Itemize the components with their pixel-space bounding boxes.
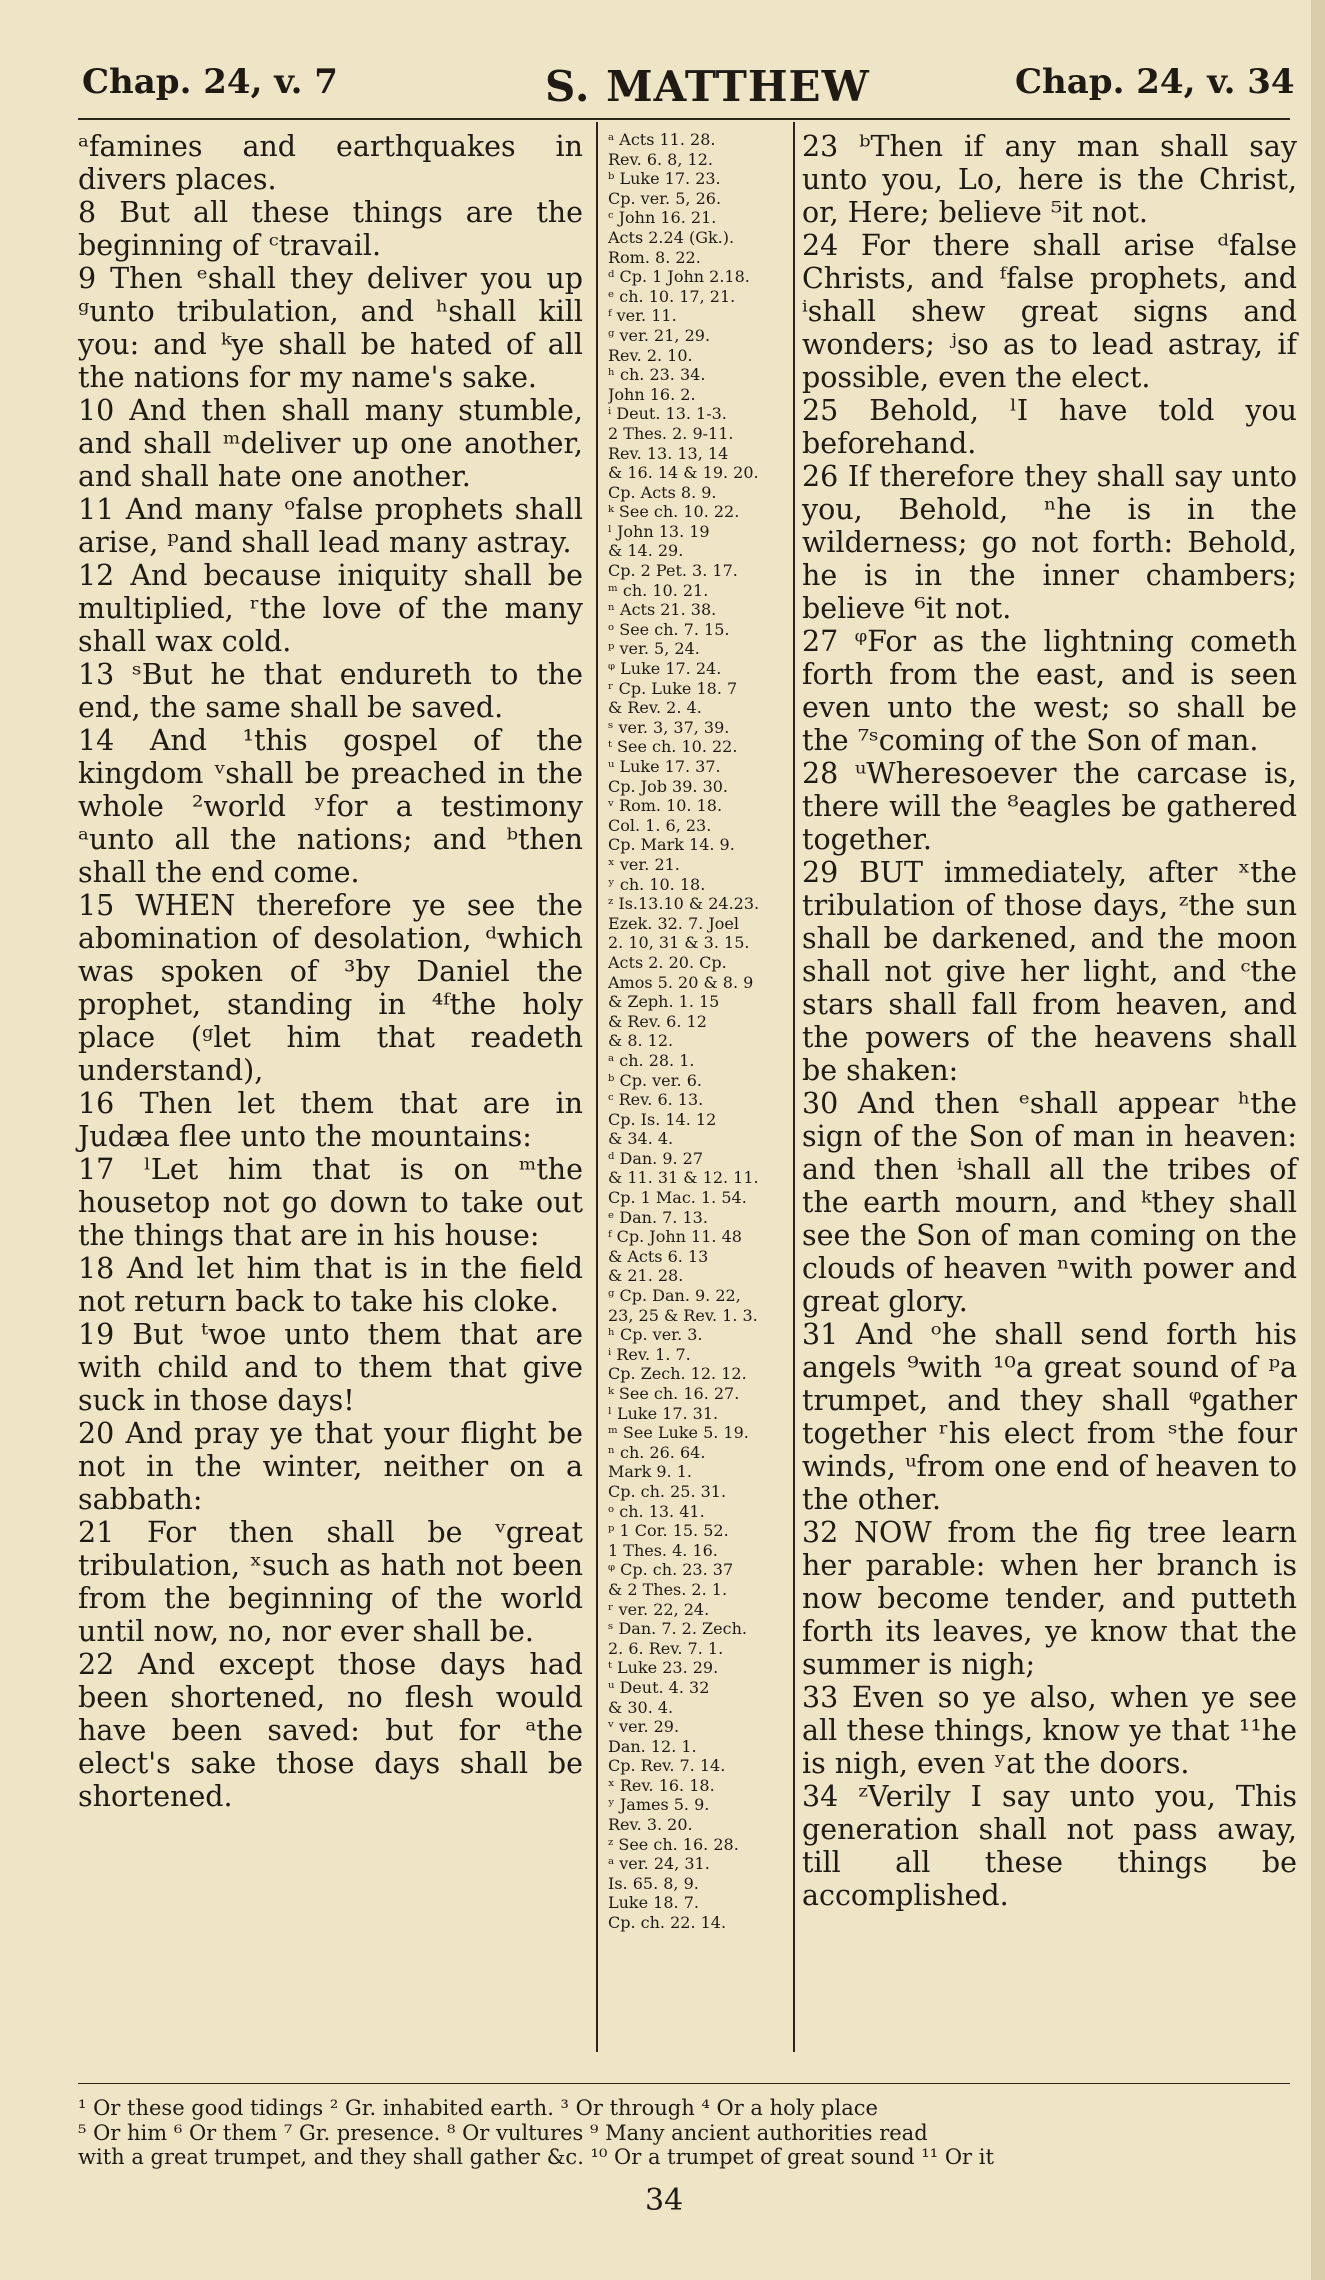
verse: 26 If therefore they shall say unto you, Behold, ⁿhe is in the wilderness; go not forth: Behold, he is in the inner chambers; believe ⁶it not.	[802, 460, 1297, 625]
cross-reference: & Rev. 6. 12	[608, 1011, 707, 1031]
cross-reference: 23, 25 & Rev. 1. 3.	[608, 1305, 758, 1325]
cross-reference: Cp. Zech. 12. 12.	[608, 1364, 747, 1384]
cross-reference: Rev. 3. 20.	[608, 1815, 693, 1835]
cross-reference: ᵠ Cp. ch. 23. 37	[608, 1560, 734, 1580]
cross-reference: & 2 Thes. 2. 1.	[608, 1579, 728, 1599]
cross-reference: ˣ Rev. 16. 18.	[608, 1775, 715, 1795]
cross-reference: John 16. 2.	[608, 384, 696, 404]
cross-reference: ʰ ch. 23. 34.	[608, 365, 706, 385]
cross-reference: & 11. 31 & 12. 11.	[608, 1168, 759, 1188]
cross-reference: ⁿ ch. 26. 64.	[608, 1442, 706, 1462]
cross-reference: & 30. 4.	[608, 1697, 674, 1717]
cross-reference: ᵉ Dan. 7. 13.	[608, 1207, 708, 1227]
cross-reference: ᶻ Is.13.10 & 24.23.	[608, 894, 760, 914]
cross-reference: Rom. 8. 22.	[608, 247, 701, 267]
cross-reference: ᵛ Rom. 10. 18.	[608, 796, 723, 816]
cross-reference: ᵐ ch. 10. 21.	[608, 580, 709, 600]
cross-reference: ᵗ See ch. 10. 22.	[608, 737, 738, 757]
cross-reference: ˣ ver. 21.	[608, 854, 680, 874]
cross-reference: ᵠ Luke 17. 24.	[608, 659, 722, 679]
cross-reference: ᵏ See ch. 16. 27.	[608, 1384, 740, 1403]
cross-reference: ᵏ See ch. 10. 22.	[608, 502, 740, 522]
header-rule	[78, 118, 1290, 120]
cross-reference: & 21. 28.	[608, 1266, 684, 1286]
cross-reference: Cp. Is. 14. 12	[608, 1109, 717, 1129]
verse: 25 Behold, ˡI have told you beforehand.	[802, 394, 1297, 460]
cross-reference: Ezek. 32. 7. Joel	[608, 913, 739, 933]
verse: 33 Even so ye also, when ye see all these things, know ye that ¹¹he is nigh, even ʸat the doors.	[802, 1681, 1297, 1780]
cross-reference: 1 Thes. 4. 16.	[608, 1540, 718, 1560]
cross-reference: ⁱ Deut. 13. 1-3.	[608, 404, 727, 424]
cross-reference: Mark 9. 1.	[608, 1462, 692, 1482]
verse: 30 And then ᵉshall appear ʰthe sign of the Son of man in heaven: and then ⁱshall all the tribes of the earth mourn, and ᵏthey shall see the Son of man coming on the clouds of heaven ⁿwith power and great glory.	[802, 1087, 1297, 1318]
cross-reference: Cp. Acts 8. 9.	[608, 482, 717, 502]
cross-reference: 2 Thes. 2. 9-11.	[608, 423, 734, 443]
cross-reference: ᶻ See ch. 16. 28.	[608, 1834, 739, 1854]
cross-reference: ᵃ ver. 24, 31.	[608, 1854, 710, 1874]
verse: ᵃfamines and earthquakes in divers places.	[78, 130, 583, 196]
verse: 19 But ᵗwoe unto them that are with child and to them that give suck in those days!	[78, 1318, 583, 1417]
cross-reference: ᵖ 1 Cor. 15. 52.	[608, 1521, 729, 1541]
page-title: S. MATTHEW	[545, 62, 870, 111]
cross-reference: Cp. ch. 22. 14.	[608, 1913, 727, 1933]
cross-reference: Cp. 2 Pet. 3. 17.	[608, 561, 738, 581]
cross-reference: 2. 6. Rev. 7. 1.	[608, 1638, 724, 1658]
column-divider-right	[793, 122, 795, 2052]
verse: 14 And ¹this gospel of the kingdom ᵛshall be preached in the whole ²world ʸfor a testimony ᵃunto all the nations; and ᵇthen shall the end come.	[78, 724, 583, 889]
cross-reference: ᵐ See Luke 5. 19.	[608, 1423, 749, 1443]
verse: 15 WHEN therefore ye see the abomination of desolation, ᵈwhich was spoken of ³by Daniel the prophet, standing in ⁴ᶠthe holy place (ᵍlet him that readeth understand),	[78, 889, 583, 1087]
verse: 27 ᵠFor as the lightning cometh forth from the east, and is seen even unto the west; so shall be the ⁷ˢcoming of the Son of man.	[802, 625, 1297, 757]
cross-reference: Cp. Rev. 7. 14.	[608, 1756, 726, 1776]
footnote: with a great trumpet, and they shall gather &c. ¹⁰ Or a trumpet of great sound ¹¹ Or it	[78, 2145, 994, 2169]
cross-reference: 2. 10, 31 & 3. 15.	[608, 933, 750, 953]
footnote-rule	[78, 2083, 1290, 2084]
verse: 20 And pray ye that your flight be not in the winter, neither on a sabbath:	[78, 1417, 583, 1516]
verse: 9 Then ᵉshall they deliver you up ᵍunto tribulation, and ʰshall kill you: and ᵏye shall be hated of all the nations for my name's sake.	[78, 262, 583, 394]
cross-reference: Cp. ch. 25. 31.	[608, 1481, 727, 1501]
cross-reference: ᵃ ch. 28. 1.	[608, 1050, 695, 1070]
cross-reference: Acts 2. 20. Cp.	[608, 952, 727, 972]
verse: 32 NOW from the fig tree learn her parable: when her branch is now become tender, and putteth forth its leaves, ye know that the summer is nigh;	[802, 1516, 1297, 1681]
cross-reference: ᵉ ch. 10. 17, 21.	[608, 286, 736, 306]
cross-reference: ˡ John 13. 19	[608, 521, 710, 541]
cross-reference: ˢ ver. 3, 37, 39.	[608, 717, 730, 737]
verse: 13 ˢBut he that endureth to the end, the same shall be saved.	[78, 658, 583, 724]
cross-reference: ʳ ver. 22, 24.	[608, 1599, 710, 1619]
verse: 16 Then let them that are in Judæa flee unto the mountains:	[78, 1087, 583, 1153]
verse: 18 And let him that is in the field not return back to take his cloke.	[78, 1252, 583, 1318]
verse: 34 ᶻVerily I say unto you, This generation shall not pass away, till all these things be accomplished.	[802, 1780, 1297, 1912]
cross-reference: ᵘ Deut. 4. 32	[608, 1677, 710, 1697]
header-right-ref: Chap. 24, v. 34	[1015, 62, 1295, 102]
cross-reference: ᵃ Acts 11. 28.	[608, 130, 716, 149]
cross-reference: Col. 1. 6, 23.	[608, 815, 712, 835]
cross-reference: Rev. 13. 13, 14	[608, 443, 729, 463]
cross-reference: ᵖ ver. 5, 24.	[608, 639, 700, 659]
cross-reference: ᵍ Cp. Dan. 9. 22,	[608, 1286, 741, 1306]
verse: 23 ᵇThen if any man shall say unto you, Lo, here is the Christ, or, Here; believe ⁵it not.	[802, 130, 1297, 229]
cross-reference: & 14. 29.	[608, 541, 684, 561]
header-left-ref: Chap. 24, v. 7	[82, 62, 338, 102]
cross-reference: ᵛ ver. 29.	[608, 1717, 680, 1737]
cross-reference: ʳ Cp. Luke 18. 7	[608, 678, 738, 698]
cross-reference: & 16. 14 & 19. 20.	[608, 463, 759, 483]
verse: 17 ˡLet him that is on ᵐthe housetop not go down to take out the things that are in his house:	[78, 1153, 583, 1252]
verse: 8 But all these things are the beginning of ᶜtravail.	[78, 196, 583, 262]
column-divider-left	[596, 122, 598, 2052]
page-edge	[1311, 0, 1325, 2280]
cross-reference: ʰ Cp. ver. 3.	[608, 1325, 703, 1345]
verse: 10 And then shall many stumble, and shall ᵐdeliver up one another, and shall hate one another.	[78, 394, 583, 493]
cross-reference: ᶠ ver. 11.	[608, 306, 677, 326]
cross-reference: ⁿ Acts 21. 38.	[608, 600, 717, 620]
cross-reference: Amos 5. 20 & 8. 9	[608, 972, 754, 992]
cross-reference: ᵈ Dan. 9. 27	[608, 1148, 704, 1168]
cross-reference: ᶜ John 16. 21.	[608, 208, 717, 228]
cross-reference: ᵇ Cp. ver. 6.	[608, 1070, 702, 1090]
cross-reference: Luke 18. 7.	[608, 1893, 699, 1913]
right-text-column	[802, 130, 1297, 1912]
cross-reference: Cp. 1 Mac. 1. 54.	[608, 1188, 747, 1208]
cross-reference: Rev. 2. 10.	[608, 345, 693, 365]
cross-reference: ᵗ Luke 23. 29.	[608, 1658, 719, 1678]
cross-reference: Rev. 6. 8, 12.	[608, 149, 713, 169]
verse: 28 ᵘWheresoever the carcase is, there will the ⁸eagles be gathered together.	[802, 757, 1297, 856]
verse: 22 And except those days had been shortened, no flesh would have been saved: but for ᵃthe elect's sake those days shall be shortened.	[78, 1648, 583, 1813]
verse: 11 And many ᵒfalse prophets shall arise, ᵖand shall lead many astray.	[78, 493, 583, 559]
footnote: ¹ Or these good tidings ² Gr. inhabited earth. ³ Or through ⁴ Or a holy place	[78, 2096, 878, 2120]
left-text-column	[78, 130, 583, 1813]
cross-reference: ᵘ Luke 17. 37.	[608, 757, 721, 776]
cross-reference: ᶜ Rev. 6. 13.	[608, 1090, 704, 1110]
cross-reference: ᵈ Cp. 1 John 2.18.	[608, 267, 750, 287]
cross-reference: ʸ ch. 10. 18.	[608, 874, 706, 894]
cross-reference: Dan. 12. 1.	[608, 1736, 697, 1756]
cross-reference: & 34. 4.	[608, 1129, 674, 1149]
verse: 21 For then shall be ᵛgreat tribulation, ˣsuch as hath not been from the beginning of the world until now, no, nor ever shall be.	[78, 1516, 583, 1648]
cross-reference: ⁱ Rev. 1. 7.	[608, 1344, 691, 1364]
cross-reference: & Acts 6. 13	[608, 1246, 709, 1266]
cross-reference: Is. 65. 8, 9.	[608, 1873, 699, 1893]
cross-reference: ᵒ ch. 13. 41.	[608, 1501, 705, 1521]
footnote: ⁵ Or him ⁶ Or them ⁷ Gr. presence. ⁸ Or vultures ⁹ Many ancient authorities read	[78, 2120, 928, 2145]
cross-reference: ᵒ See ch. 7. 15.	[608, 619, 730, 639]
cross-reference: Cp. ver. 5, 26.	[608, 188, 722, 208]
reference-column	[608, 130, 793, 1933]
verse: 31 And ᵒhe shall send forth his angels ⁹with ¹⁰a great sound of ᵖa trumpet, and they shall ᵠgather together ʳhis elect from ˢthe four winds, ᵘfrom one end of heaven to the other.	[802, 1318, 1297, 1516]
verse: 24 For there shall arise ᵈfalse Christs, and ᶠfalse prophets, and ⁱshall shew great signs and wonders; ʲso as to lead astray, if possible, even the elect.	[802, 229, 1297, 394]
page-number: 34	[645, 2183, 684, 2218]
cross-reference: ʸ James 5. 9.	[608, 1795, 710, 1815]
cross-reference: & 8. 12.	[608, 1031, 674, 1051]
cross-reference: ᵍ ver. 21, 29.	[608, 325, 711, 345]
verse: 12 And because iniquity shall be multiplied, ʳthe love of the many shall wax cold.	[78, 559, 583, 658]
cross-reference: Cp. Job 39. 30.	[608, 776, 729, 796]
cross-reference: Cp. Mark 14. 9.	[608, 835, 735, 855]
cross-reference: ᶠ Cp. John 11. 48	[608, 1227, 742, 1247]
footnotes	[78, 2096, 1298, 2170]
cross-reference: & Rev. 2. 4.	[608, 698, 702, 718]
cross-reference: ᵇ Luke 17. 23.	[608, 169, 721, 189]
cross-reference: Acts 2.24 (Gk.).	[608, 227, 735, 247]
cross-reference: ˡ Luke 17. 31.	[608, 1403, 719, 1423]
cross-reference: & Zeph. 1. 15	[608, 992, 720, 1012]
verse: 29 BUT immediately, after ˣthe tribulation of those days, ᶻthe sun shall be darkened, and the moon shall not give her light, and ᶜthe stars shall fall from heaven, and the powers of the heavens shall be shaken:	[802, 856, 1297, 1087]
cross-reference: ˢ Dan. 7. 2. Zech.	[608, 1619, 747, 1639]
